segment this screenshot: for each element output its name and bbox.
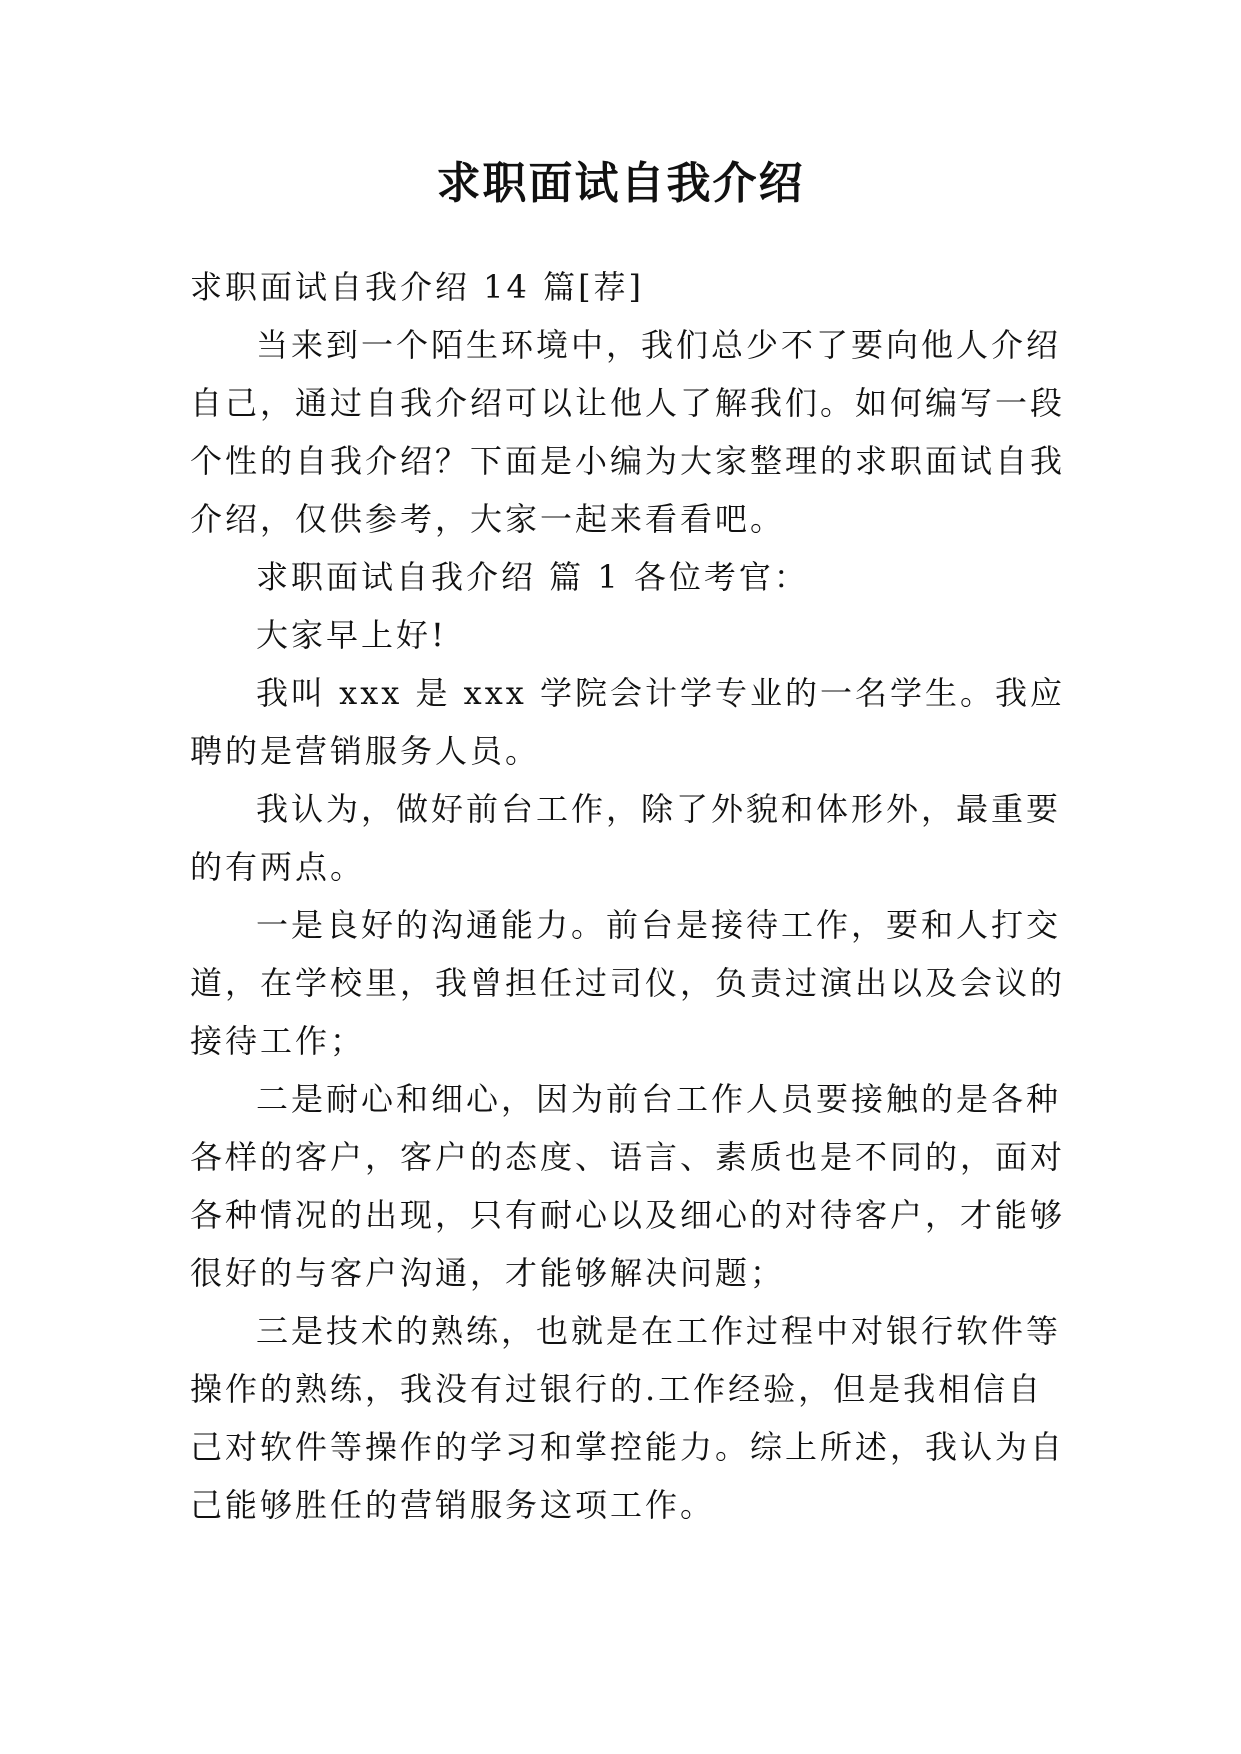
- document-title: 求职面试自我介绍: [436, 158, 805, 209]
- point-three-paragraph: 三是技术的熟练，也就是在工作过程中对银行软件等操作的熟练，我没有过银行的.工作经验，但是我相信自己对软件等操作的学习和掌控能力。综上所述，我认为自己能够胜任的营销服务这项工作。: [190, 1312, 1066, 1524]
- greeting-paragraph: 大家早上好!: [256, 616, 447, 654]
- point-two-paragraph: 二是耐心和细心，因为前台工作人员要接触的是各种各样的客户，客户的态度、语言、素质也是不同的，面对各种情况的出现，只有耐心以及细心的对待客户，才能够很好的与客户沟通，才能够解决问题；: [190, 1080, 1066, 1292]
- intro-paragraph: 当来到一个陌生环境中，我们总少不了要向他人介绍自己，通过自我介绍可以让他人了解我们。如何编写一段个性的自我介绍？下面是小编为大家整理的求职面试自我介绍，仅供参考，大家一起来看看吧。: [190, 326, 1066, 538]
- section-heading-paragraph: 求职面试自我介绍 篇 1 各位考官：: [256, 558, 809, 596]
- document-subtitle: 求职面试自我介绍 14 篇[荐]: [190, 268, 645, 306]
- opinion-paragraph: 我认为，做好前台工作，除了外貌和体形外，最重要的有两点。: [190, 790, 1062, 886]
- self-introduction-paragraph: 我叫 xxx 是 xxx 学院会计学专业的一名学生。我应聘的是营销服务人员。: [190, 674, 1065, 770]
- document-body: [190, 258, 1066, 1534]
- point-one-paragraph: 一是良好的沟通能力。前台是接待工作，要和人打交道，在学校里，我曾担任过司仪，负责过演出以及会议的接待工作；: [190, 906, 1066, 1060]
